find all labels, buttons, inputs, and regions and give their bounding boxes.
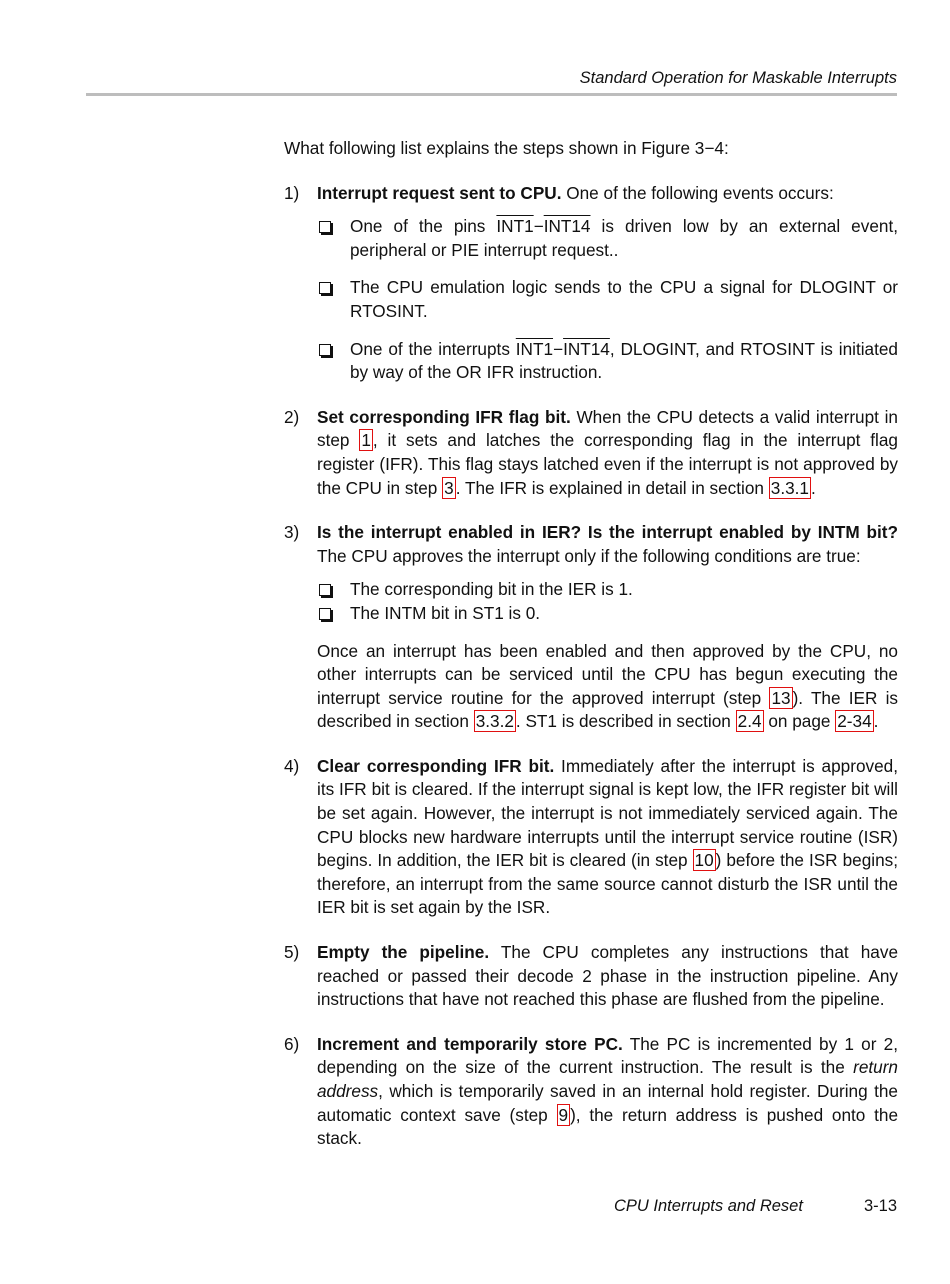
active-low-signal: INT1 — [515, 338, 554, 359]
active-low-signal: INT14 — [543, 216, 591, 237]
footer-chapter-title: CPU Interrupts and Reset — [614, 1197, 803, 1215]
active-low-signal: INT14 — [563, 338, 610, 359]
step-text: Interrupt request sent to CPU. One of the following events occurs: — [317, 182, 834, 203]
step-link[interactable]: 3 — [444, 477, 454, 498]
step-2 — [284, 406, 898, 500]
step-text: Increment and temporarily store PC. The PC is incremented by 1 or 2, depending on the size of the current instruction. The result is the return address, which is temporarily saved in an internal hold register. During the automatic context save (step 9 ), the return address is pushed onto the stack. — [317, 1033, 899, 1149]
running-header: Standard Operation for Maskable Interrupts — [579, 69, 897, 87]
step-5 — [284, 941, 898, 1012]
page-link[interactable]: 2-34 — [837, 711, 872, 732]
step-heading: Interrupt request sent to CPU. — [317, 182, 562, 203]
step-heading: Empty the pipeline. — [317, 942, 490, 963]
page-body — [284, 137, 898, 1172]
step-link[interactable]: 9 — [558, 1104, 569, 1125]
page-number: 3-13 — [863, 1197, 897, 1215]
step-heading: Is the interrupt enabled in IER? Is the interrupt enabled by INTM bit? — [317, 522, 898, 543]
section-link[interactable]: 3.3.1 — [770, 477, 809, 498]
list-item: The INTM bit in ST1 is 0. — [317, 602, 898, 626]
step-heading: Clear corresponding IFR bit. — [317, 755, 555, 776]
bullet-list — [317, 578, 898, 625]
list-item: One of the pins INT1−INT14 is driven low by an external event, peripheral or PIE interrupt request.. — [317, 215, 898, 262]
step-extra-paragraph: Once an interrupt has been enabled and then approved by the CPU, no other interrupts can be serviced until the CPU has begun executing the interrupt service routine for the approved interrupt (step 13 ). The IER is described in section 3.3.2 . ST1 is described in section 2.4 on page 2-34 . — [317, 640, 898, 732]
step-number: 6) — [284, 1033, 300, 1054]
intro-paragraph: What following list explains the steps shown in Figure 3−4: — [284, 138, 729, 158]
list-item: The CPU emulation logic sends to the CPU a signal for DLOGINT or RTOSINT. — [317, 276, 898, 323]
step-link[interactable]: 10 — [694, 850, 714, 871]
step-number: 1) — [284, 182, 300, 203]
checkbox-bullet-icon — [319, 584, 331, 596]
step-number: 4) — [284, 755, 300, 776]
checkbox-bullet-icon — [319, 344, 331, 356]
step-text: Is the interrupt enabled in IER? Is the interrupt enabled by INTM bit? The CPU approves the interrupt only if the following conditions are true: — [317, 522, 898, 566]
step-4 — [284, 755, 898, 920]
step-link[interactable]: 1 — [361, 430, 371, 451]
checkbox-bullet-icon — [319, 221, 331, 233]
step-number: 3) — [284, 522, 300, 543]
section-link[interactable]: 3.3.2 — [475, 711, 514, 732]
section-link[interactable]: 2.4 — [737, 711, 762, 732]
step-heading: Increment and temporarily store PC. — [317, 1033, 623, 1054]
checkbox-bullet-icon — [319, 608, 331, 620]
step-link[interactable]: 13 — [771, 687, 791, 708]
header-rule — [86, 93, 897, 96]
checkbox-bullet-icon — [319, 282, 331, 294]
step-text: Empty the pipeline. The CPU completes any instructions that have reached or passed their decode 2 phase in the instruction pipeline. Any instructions that have not reached this phase are flushed from the pipeline. — [317, 942, 899, 1010]
bullet-list — [317, 215, 898, 385]
step-1 — [284, 182, 898, 385]
emphasis-term: return address — [317, 1057, 898, 1101]
active-low-signal: INT1 — [496, 216, 534, 237]
step-6 — [284, 1033, 898, 1151]
list-item: One of the interrupts INT1−INT14, DLOGINT, and RTOSINT is initiated by way of the OR IFR instruction. — [317, 338, 898, 385]
step-number: 2) — [284, 406, 300, 427]
step-number: 5) — [284, 942, 300, 963]
list-item: The corresponding bit in the IER is 1. — [317, 578, 898, 602]
step-3 — [284, 521, 898, 734]
step-text: Set corresponding IFR flag bit. When the CPU detects a valid interrupt in step 1 , it sets and latches the corresponding flag in the interrupt flag register (IFR). This flag stays latched even if the interrupt is not approved by the CPU in step 3 . The IFR is explained in detail in section 3.3.1 . — [317, 406, 898, 498]
step-heading: Set corresponding IFR flag bit. — [317, 406, 571, 427]
step-text: Clear corresponding IFR bit. Immediately after the interrupt is approved, its IFR bit is cleared. If the interrupt signal is kept low, the IFR register bit will be set again. However, the interrupt is not immediately serviced again. The CPU blocks new hardware interrupts until the interrupt service routine (ISR) begins. In addition, the IER bit is cleared (in step 10 ) before the ISR begins; therefore, an interrupt from the same source cannot disturb the ISR until the IER bit is set again by the ISR. — [317, 755, 898, 918]
